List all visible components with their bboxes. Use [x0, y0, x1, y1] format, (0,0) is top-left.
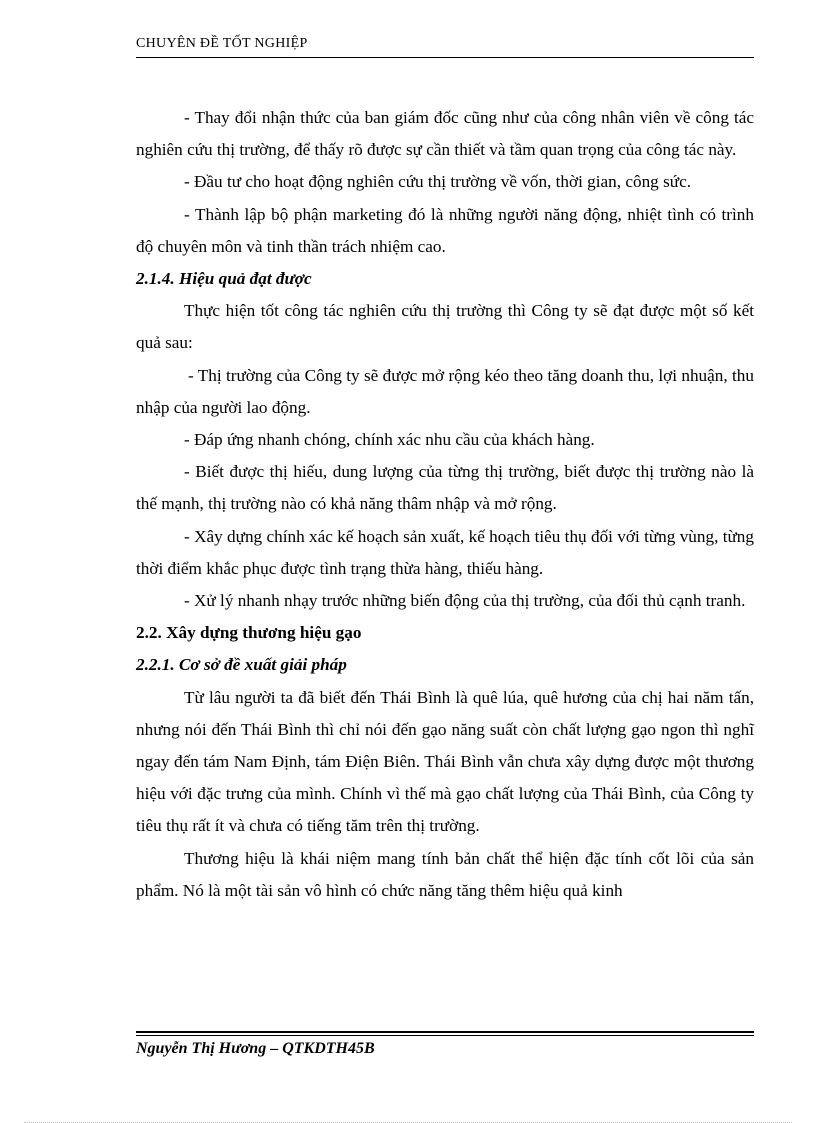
document-body — [136, 102, 754, 907]
paragraph: - Xử lý nhanh nhạy trước những biến động của thị trường, của đối thủ cạnh tranh. — [184, 591, 746, 611]
section-heading: 2.2. Xây dựng thương hiệu gạo — [136, 623, 362, 643]
section-heading: 2.1.4. Hiệu quả đạt được — [136, 269, 312, 289]
paragraph: - Thành lập bộ phận marketing đó là những người năng động, nhiệt tình có trình độ chuyên môn và tinh thần trách nhiệm cao. — [136, 204, 754, 256]
footer-divider — [136, 1031, 754, 1033]
paragraph: - Thị trường của Công ty sẽ được mở rộng kéo theo tăng doanh thu, lợi nhuận, thu nhập của người lao động. — [136, 365, 754, 417]
paragraph: - Xây dựng chính xác kế hoạch sản xuất, kế hoạch tiêu thụ đối với từng vùng, từng thời điểm khắc phục được tình trạng thừa hàng, thiếu hàng. — [136, 526, 754, 578]
paragraph: Thực hiện tốt công tác nghiên cứu thị trường thì Công ty sẽ đạt được một số kết quả sau: — [136, 301, 754, 353]
paragraph: - Biết được thị hiếu, dung lượng của từng thị trường, biết được thị trường nào là thế mạnh, thị trường nào có khả năng thâm nhập và mở rộng. — [136, 462, 754, 514]
footer-divider-thin — [136, 1035, 754, 1036]
paragraph: Thương hiệu là khái niệm mang tính bản chất thể hiện đặc tính cốt lõi của sản phẩm. Nó là một tài sản vô hình có chức năng tăng thêm hiệu quả kinh — [136, 848, 754, 900]
paragraph: - Đáp ứng nhanh chóng, chính xác nhu cầu của khách hàng. — [184, 430, 595, 450]
paragraph: Từ lâu người ta đã biết đến Thái Bình là quê lúa, quê hương của chị hai năm tấn, nhưng nói đến Thái Bình thì chỉ nói đến gạo năng suất còn chất lượng gạo ngon thì nghĩ ngay đến tám Nam Định, tám Điện Biên. Thái Bình vẫn chưa xây dựng được một thương hiệu với đặc trưng của mình. Chính vì thế mà gạo chất lượng của Thái Bình, của Công ty tiêu thụ rất ít và chưa có tiếng tăm trên thị trường. — [136, 687, 754, 836]
subsection-heading: 2.2.1. Cơ sở đề xuất giải pháp — [136, 655, 347, 675]
paragraph: - Thay đổi nhận thức của ban giám đốc cũng như của công nhân viên về công tác nghiên cứu thị trường, để thấy rõ được sự cần thiết và tầm quan trọng của công tác này. — [136, 108, 754, 160]
page-header: CHUYÊN ĐỀ TỐT NGHIỆP — [136, 36, 308, 51]
paragraph: - Đầu tư cho hoạt động nghiên cứu thị trường về vốn, thời gian, công sức. — [184, 172, 691, 192]
page-footer: Nguyễn Thị Hương – QTKDTH45B — [136, 1040, 375, 1057]
header-divider — [136, 57, 754, 58]
